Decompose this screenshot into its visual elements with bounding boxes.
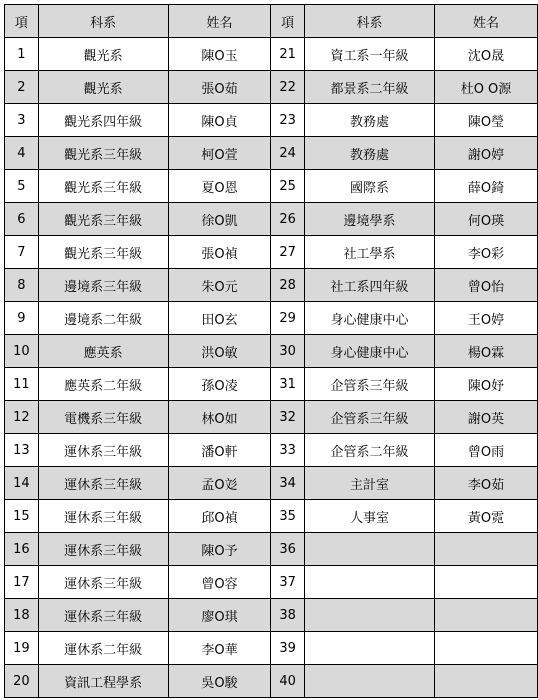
row-department-left: 運休系三年級 <box>38 434 168 467</box>
row-department-right: 國際系 <box>305 170 435 203</box>
row-name-left: 吳O駿 <box>168 665 271 698</box>
row-department-left: 運休系三年級 <box>38 533 168 566</box>
row-name-right: 謝O英 <box>435 401 538 434</box>
row-department-right: 企管系三年級 <box>305 368 435 401</box>
row-name-left: 朱O元 <box>168 269 271 302</box>
row-department-right: 都景系二年級 <box>305 71 435 104</box>
row-department-right <box>305 533 435 566</box>
row-department-right <box>305 566 435 599</box>
table-row <box>5 533 538 566</box>
row-department-left: 觀光系 <box>38 38 168 71</box>
row-index-right: 24 <box>271 137 305 170</box>
row-department-left: 觀光系 <box>38 71 168 104</box>
row-index-right: 25 <box>271 170 305 203</box>
row-index-left: 12 <box>5 401 39 434</box>
table-row <box>5 335 538 368</box>
row-index-right: 30 <box>271 335 305 368</box>
row-department-left: 運休系三年級 <box>38 500 168 533</box>
row-department-right: 企管系三年級 <box>305 401 435 434</box>
row-name-right: 沈O晟 <box>435 38 538 71</box>
row-department-left: 觀光系三年級 <box>38 137 168 170</box>
table-row <box>5 632 538 665</box>
row-index-left: 15 <box>5 500 39 533</box>
row-index-right: 37 <box>271 566 305 599</box>
table-row <box>5 302 538 335</box>
row-index-right: 31 <box>271 368 305 401</box>
table-row <box>5 368 538 401</box>
row-index-left: 11 <box>5 368 39 401</box>
row-name-right: 黃O霓 <box>435 500 538 533</box>
row-index-left: 17 <box>5 566 39 599</box>
row-name-right <box>435 566 538 599</box>
header-row <box>5 5 538 38</box>
row-department-left: 運休系三年級 <box>38 599 168 632</box>
row-name-right <box>435 599 538 632</box>
row-name-right: 曾O怡 <box>435 269 538 302</box>
row-department-left: 資訊工程學系 <box>38 665 168 698</box>
row-index-right: 26 <box>271 203 305 236</box>
row-name-right: 李O茹 <box>435 467 538 500</box>
row-index-left: 18 <box>5 599 39 632</box>
row-index-right: 36 <box>271 533 305 566</box>
row-department-left: 應英系二年級 <box>38 368 168 401</box>
roster-body <box>5 38 538 698</box>
row-index-right: 27 <box>271 236 305 269</box>
row-index-right: 21 <box>271 38 305 71</box>
row-name-right: 楊O霖 <box>435 335 538 368</box>
row-department-left: 觀光系三年級 <box>38 203 168 236</box>
row-name-right: 李O彩 <box>435 236 538 269</box>
row-index-left: 19 <box>5 632 39 665</box>
table-row <box>5 434 538 467</box>
row-index-right: 34 <box>271 467 305 500</box>
row-department-right: 社工學系 <box>305 236 435 269</box>
row-department-right: 人事室 <box>305 500 435 533</box>
row-name-left: 曾O容 <box>168 566 271 599</box>
header-department-left: 科系 <box>38 5 168 38</box>
row-index-left: 3 <box>5 104 39 137</box>
table-row <box>5 500 538 533</box>
row-name-right: 陳O瑩 <box>435 104 538 137</box>
row-name-left: 孟O彣 <box>168 467 271 500</box>
row-name-left: 張O禎 <box>168 236 271 269</box>
row-department-left: 邊境系三年級 <box>38 269 168 302</box>
table-row <box>5 71 538 104</box>
row-department-left: 觀光系四年級 <box>38 104 168 137</box>
row-department-right <box>305 632 435 665</box>
row-department-right: 教務處 <box>305 137 435 170</box>
row-name-right: 何O瑛 <box>435 203 538 236</box>
row-department-right: 邊境學系 <box>305 203 435 236</box>
table-row <box>5 203 538 236</box>
row-index-left: 7 <box>5 236 39 269</box>
row-index-left: 8 <box>5 269 39 302</box>
row-department-left: 觀光系三年級 <box>38 236 168 269</box>
row-department-left: 觀光系三年級 <box>38 170 168 203</box>
row-name-right: 王O婷 <box>435 302 538 335</box>
row-department-right: 教務處 <box>305 104 435 137</box>
row-name-right: 曾O雨 <box>435 434 538 467</box>
row-name-left: 廖O琪 <box>168 599 271 632</box>
row-department-right <box>305 599 435 632</box>
header-index-left: 項 <box>5 5 39 38</box>
header-index-right: 項 <box>271 5 305 38</box>
row-department-right: 主計室 <box>305 467 435 500</box>
row-index-left: 4 <box>5 137 39 170</box>
row-name-left: 陳O貞 <box>168 104 271 137</box>
row-department-right <box>305 665 435 698</box>
row-name-left: 柯O萱 <box>168 137 271 170</box>
row-name-right <box>435 632 538 665</box>
row-name-left: 邱O禎 <box>168 500 271 533</box>
row-department-left: 運休系二年級 <box>38 632 168 665</box>
row-department-left: 運休系三年級 <box>38 467 168 500</box>
row-index-left: 20 <box>5 665 39 698</box>
row-index-left: 13 <box>5 434 39 467</box>
row-name-left: 徐O凱 <box>168 203 271 236</box>
row-department-right: 身心健康中心 <box>305 335 435 368</box>
table-row <box>5 269 538 302</box>
row-name-left: 陳O玉 <box>168 38 271 71</box>
row-index-right: 33 <box>271 434 305 467</box>
row-index-left: 16 <box>5 533 39 566</box>
table-row <box>5 467 538 500</box>
row-index-right: 29 <box>271 302 305 335</box>
row-index-left: 2 <box>5 71 39 104</box>
row-name-left: 孫O凌 <box>168 368 271 401</box>
table-row <box>5 566 538 599</box>
table-row <box>5 665 538 698</box>
row-index-right: 28 <box>271 269 305 302</box>
row-name-left: 夏O恩 <box>168 170 271 203</box>
row-index-left: 6 <box>5 203 39 236</box>
table-row <box>5 38 538 71</box>
row-name-left: 李O華 <box>168 632 271 665</box>
row-index-right: 32 <box>271 401 305 434</box>
row-name-right: 謝O婷 <box>435 137 538 170</box>
table-row <box>5 401 538 434</box>
row-department-left: 電機系三年級 <box>38 401 168 434</box>
row-index-left: 14 <box>5 467 39 500</box>
row-department-left: 應英系 <box>38 335 168 368</box>
table-row <box>5 104 538 137</box>
row-department-right: 資工系一年級 <box>305 38 435 71</box>
table-row <box>5 236 538 269</box>
row-name-right: 陳O妤 <box>435 368 538 401</box>
row-index-right: 35 <box>271 500 305 533</box>
row-name-left: 潘O軒 <box>168 434 271 467</box>
row-index-left: 9 <box>5 302 39 335</box>
row-department-left: 邊境系二年級 <box>38 302 168 335</box>
row-name-left: 田O玄 <box>168 302 271 335</box>
roster-table <box>4 4 538 698</box>
header-name-right: 姓名 <box>435 5 538 38</box>
row-name-right <box>435 533 538 566</box>
table-row <box>5 137 538 170</box>
row-name-left: 陳O予 <box>168 533 271 566</box>
row-department-left: 運休系三年級 <box>38 566 168 599</box>
row-name-left: 洪O敏 <box>168 335 271 368</box>
row-department-right: 身心健康中心 <box>305 302 435 335</box>
roster-container <box>4 4 538 698</box>
row-index-right: 23 <box>271 104 305 137</box>
row-department-right: 企管系二年級 <box>305 434 435 467</box>
table-row <box>5 170 538 203</box>
row-department-right: 社工系四年級 <box>305 269 435 302</box>
row-index-right: 39 <box>271 632 305 665</box>
row-name-right: 杜O O源 <box>435 71 538 104</box>
header-name-left: 姓名 <box>168 5 271 38</box>
row-name-right <box>435 665 538 698</box>
row-index-right: 40 <box>271 665 305 698</box>
row-index-right: 22 <box>271 71 305 104</box>
header-department-right: 科系 <box>305 5 435 38</box>
table-row <box>5 599 538 632</box>
row-name-left: 林O如 <box>168 401 271 434</box>
row-name-left: 張O茹 <box>168 71 271 104</box>
row-name-right: 薛O錡 <box>435 170 538 203</box>
row-index-left: 10 <box>5 335 39 368</box>
row-index-left: 5 <box>5 170 39 203</box>
row-index-left: 1 <box>5 38 39 71</box>
row-index-right: 38 <box>271 599 305 632</box>
